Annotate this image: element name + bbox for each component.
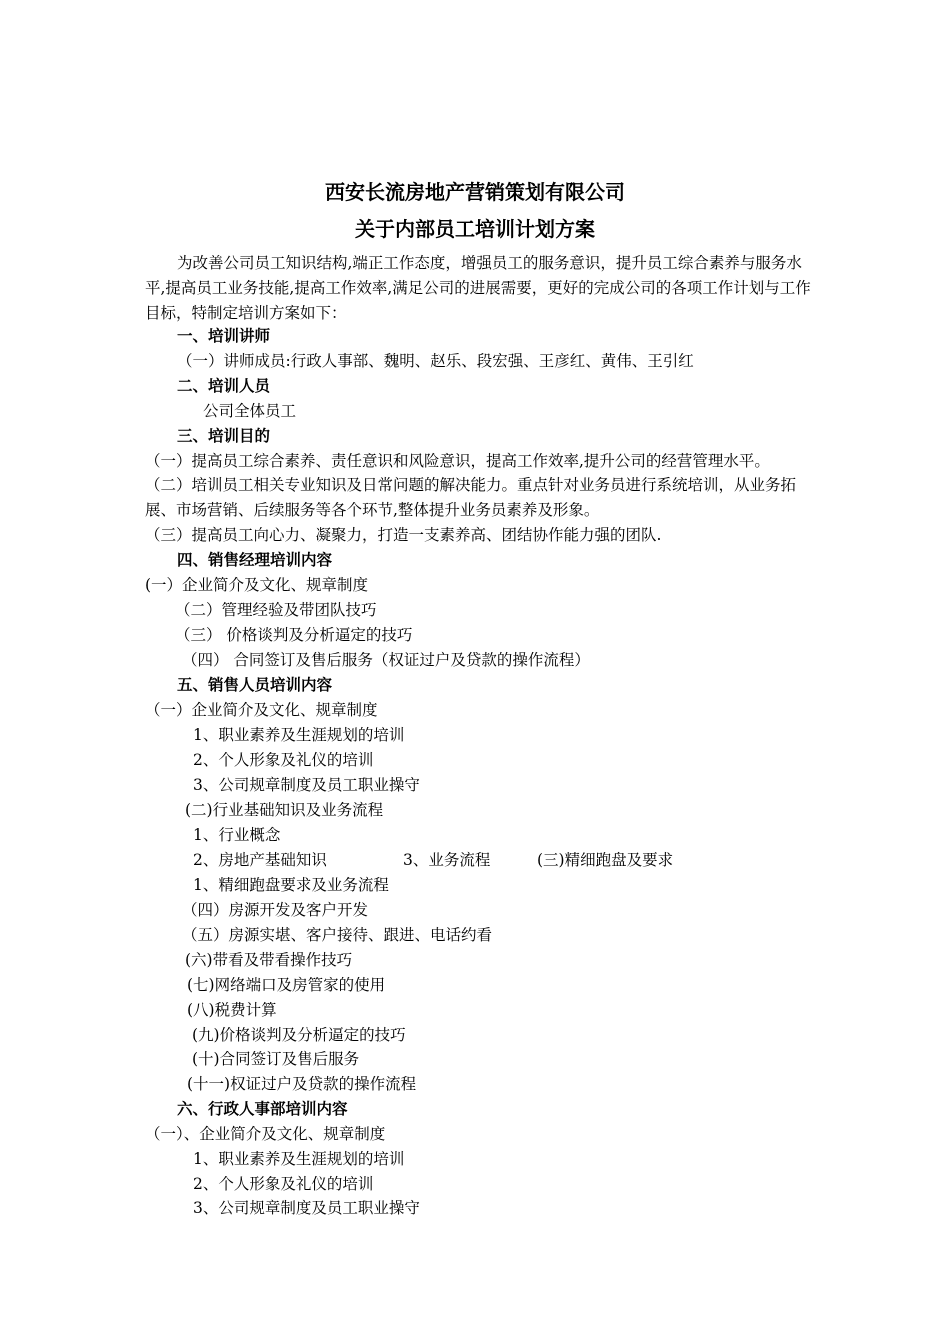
section-heading-trainees: 二、培训人员 [177, 377, 271, 395]
purpose-item-3: （三）提高员工向心力、凝聚力，打造一支素养高、团结协作能力强的团队. [145, 526, 662, 544]
sales-item-1-3: 3、公司规章制度及员工职业操守 [193, 776, 420, 794]
sales-item-10: (十)合同签订及售后服务 [192, 1050, 360, 1068]
lecturer-members: （一）讲师成员:行政人事部、魏明、赵乐、段宏强、王彦红、黄伟、王引红 [177, 352, 694, 370]
manager-item-3: （三） 价格谈判及分析逼定的技巧 [175, 626, 413, 644]
hr-item-1-2: 2、个人形象及礼仪的培训 [193, 1175, 374, 1193]
sales-item-2-1: 1、行业概念 [193, 826, 281, 844]
purpose-item-2: （二）培训员工相关专业知识及日常问题的解决能力。重点针对业务员进行系统培训，从业务拓展、市场营销、后续服务等各个环节,整体提升业务员素养及形象。 [145, 476, 797, 519]
sales-item-9: (九)价格谈判及分析逼定的技巧 [192, 1026, 406, 1044]
sales-item-1-2: 2、个人形象及礼仪的培训 [193, 751, 374, 769]
manager-item-2: （二）管理经验及带团队技巧 [175, 601, 377, 619]
sales-item-3: (三)精细跑盘及要求 [537, 851, 674, 869]
sales-item-2: (二)行业基础知识及业务流程 [185, 801, 384, 819]
sales-item-2-3: 3、业务流程 [403, 851, 491, 869]
hr-item-1: （一）、企业简介及文化、规章制度 [145, 1125, 386, 1143]
sales-item-1: （一）企业简介及文化、规章制度 [145, 701, 378, 719]
section-heading-sales-training: 五、销售人员培训内容 [177, 676, 333, 694]
intro-paragraph: 为改善公司员工知识结构,端正工作态度，增强员工的服务意识，提升员工综合素养与服务水平,提高员工业务技能,提高工作效率,满足公司的进展需要，更好的完成公司的各项工作计划与工作目标，特制定培训方案如下： [145, 254, 811, 322]
hr-item-1-1: 1、职业素养及生涯规划的培训 [193, 1150, 405, 1168]
document-subtitle: 关于内部员工培训计划方案 [355, 217, 595, 241]
section-heading-lecturers: 一、培训讲师 [177, 327, 271, 345]
sales-item-5: （五）房源实堪、客户接待、跟进、电话约看 [182, 926, 493, 944]
sales-item-2-2: 2、房地产基础知识 [193, 851, 327, 869]
section-heading-hr-training: 六、行政人事部培训内容 [177, 1100, 348, 1118]
sales-item-3-1: 1、精细跑盘要求及业务流程 [193, 876, 389, 894]
hr-item-1-3: 3、公司规章制度及员工职业操守 [193, 1199, 420, 1217]
section-heading-manager-training: 四、销售经理培训内容 [177, 551, 333, 569]
sales-item-8: (八)税费计算 [187, 1001, 277, 1019]
purpose-item-1: （一）提高员工综合素养、责任意识和风险意识，提高工作效率,提升公司的经营管理水平。 [145, 452, 770, 470]
sales-item-1-1: 1、职业素养及生涯规划的培训 [193, 726, 405, 744]
sales-item-6: (六)带看及带看操作技巧 [185, 951, 353, 969]
manager-item-4: （四） 合同签订及售后服务（权证过户及贷款的操作流程） [182, 651, 590, 669]
sales-item-11: (十一)权证过户及贷款的操作流程 [187, 1075, 417, 1093]
sales-item-7: (七)网络端口及房管家的使用 [187, 976, 386, 994]
trainees-all-staff: 公司全体员工 [203, 402, 297, 420]
sales-item-4: （四）房源开发及客户开发 [182, 901, 369, 919]
manager-item-1: (一）企业简介及文化、规章制度 [145, 576, 369, 594]
document-title: 西安长流房地产营销策划有限公司 [325, 180, 625, 204]
section-heading-purpose: 三、培训目的 [177, 427, 271, 445]
